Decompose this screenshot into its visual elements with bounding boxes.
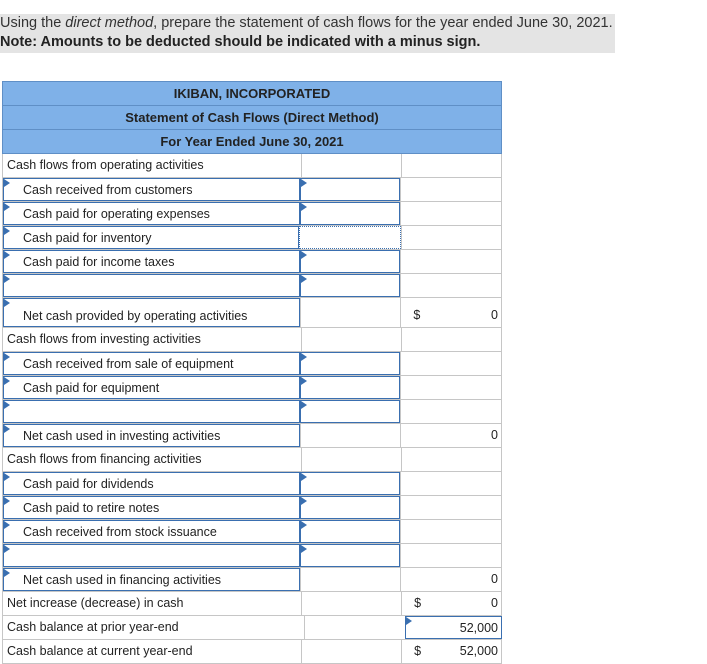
amount-input-focused[interactable] bbox=[299, 226, 400, 249]
input-flag-icon bbox=[301, 275, 307, 283]
section-heading: Cash flows from operating activities bbox=[7, 158, 204, 172]
line-item-dropdown[interactable] bbox=[3, 400, 300, 423]
input-flag-icon bbox=[301, 251, 307, 259]
company-name: IKIBAN, INCORPORATED bbox=[3, 82, 501, 106]
statement-header bbox=[2, 81, 502, 154]
prior-balance-input[interactable]: 52,000 bbox=[405, 616, 502, 639]
table-row bbox=[2, 496, 502, 520]
dropdown-flag-icon bbox=[4, 353, 10, 361]
line-item-dropdown[interactable]: Cash received from stock issuance bbox=[3, 520, 300, 543]
table-row bbox=[2, 226, 502, 250]
investing-net-total: 0 bbox=[400, 424, 502, 447]
financing-net-total: 0 bbox=[400, 568, 502, 591]
line-item-dropdown[interactable]: Cash paid for dividends bbox=[3, 472, 300, 495]
dropdown-flag-icon bbox=[4, 425, 10, 433]
table-row bbox=[2, 376, 502, 400]
statement-title: Statement of Cash Flows (Direct Method) bbox=[3, 106, 501, 130]
dropdown-flag-icon bbox=[4, 377, 10, 385]
table-row bbox=[2, 178, 502, 202]
amount-input[interactable] bbox=[300, 274, 400, 297]
amount-input[interactable] bbox=[300, 544, 400, 567]
dropdown-flag-icon bbox=[4, 473, 10, 481]
current-balance-total: $ 52,000 bbox=[401, 640, 502, 663]
table-row bbox=[2, 274, 502, 298]
input-flag-icon bbox=[301, 377, 307, 385]
table-row bbox=[2, 640, 502, 664]
line-item-dropdown[interactable]: Cash paid for income taxes bbox=[3, 250, 300, 273]
dropdown-flag-icon bbox=[4, 569, 10, 577]
instruction-note: Note: Amounts to be deducted should be indicated with a minus sign. bbox=[0, 34, 481, 50]
table-row bbox=[2, 424, 502, 448]
input-flag-icon bbox=[301, 497, 307, 505]
line-item-dropdown[interactable] bbox=[3, 544, 300, 567]
line-item-dropdown[interactable]: Cash paid for inventory bbox=[3, 226, 299, 249]
operating-net-total: $ 0 bbox=[400, 298, 502, 327]
amount-input[interactable] bbox=[300, 496, 400, 519]
table-row bbox=[2, 472, 502, 496]
table-row bbox=[2, 154, 502, 178]
net-change-total: $ 0 bbox=[401, 592, 502, 615]
table-row bbox=[2, 352, 502, 376]
current-balance-label: Cash balance at current year-end bbox=[7, 644, 193, 658]
input-flag-icon bbox=[406, 617, 412, 625]
input-flag-icon bbox=[301, 545, 307, 553]
line-item-dropdown[interactable]: Cash received from sale of equipment bbox=[3, 352, 300, 375]
line-item-dropdown[interactable]: Cash paid for operating expenses bbox=[3, 202, 300, 225]
amount-input[interactable] bbox=[300, 520, 400, 543]
input-flag-icon bbox=[301, 203, 307, 211]
input-flag-icon bbox=[301, 401, 307, 409]
table-row bbox=[2, 568, 502, 592]
net-change-label: Net increase (decrease) in cash bbox=[7, 596, 184, 610]
table-row bbox=[2, 202, 502, 226]
dropdown-flag-icon bbox=[4, 299, 10, 307]
section-heading: Cash flows from investing activities bbox=[7, 332, 201, 346]
statement-period: For Year Ended June 30, 2021 bbox=[3, 130, 501, 154]
line-item-dropdown[interactable]: Cash paid to retire notes bbox=[3, 496, 300, 519]
table-row bbox=[2, 400, 502, 424]
table-row bbox=[2, 448, 502, 472]
table-row bbox=[2, 520, 502, 544]
dropdown-flag-icon bbox=[4, 521, 10, 529]
amount-input[interactable] bbox=[300, 376, 400, 399]
instruction-line-1: Using the direct method, prepare the statement of cash flows for the year ended June 30, 2021. bbox=[0, 15, 613, 31]
dropdown-flag-icon bbox=[4, 401, 10, 409]
dropdown-flag-icon bbox=[4, 497, 10, 505]
input-flag-icon bbox=[301, 353, 307, 361]
line-item-dropdown[interactable]: Cash paid for equipment bbox=[3, 376, 300, 399]
dropdown-flag-icon bbox=[4, 227, 10, 235]
line-item-dropdown[interactable]: Cash received from customers bbox=[3, 178, 300, 201]
dropdown-flag-icon bbox=[4, 179, 10, 187]
amount-input[interactable] bbox=[300, 472, 400, 495]
dropdown-flag-icon bbox=[4, 251, 10, 259]
line-item-dropdown[interactable] bbox=[3, 274, 300, 297]
prior-balance-label: Cash balance at prior year-end bbox=[7, 620, 179, 634]
amount-input[interactable] bbox=[300, 400, 400, 423]
cash-flow-worksheet bbox=[2, 81, 502, 664]
section-heading: Cash flows from financing activities bbox=[7, 452, 202, 466]
amount-input[interactable] bbox=[300, 352, 400, 375]
input-flag-icon bbox=[301, 473, 307, 481]
table-row bbox=[2, 616, 502, 640]
amount-input[interactable] bbox=[300, 202, 400, 225]
dropdown-flag-icon bbox=[4, 545, 10, 553]
table-row bbox=[2, 592, 502, 616]
table-row bbox=[2, 328, 502, 352]
input-flag-icon bbox=[301, 521, 307, 529]
table-row bbox=[2, 250, 502, 274]
dropdown-flag-icon bbox=[4, 275, 10, 283]
table-row bbox=[2, 298, 502, 328]
input-flag-icon bbox=[301, 179, 307, 187]
amount-input[interactable] bbox=[300, 178, 400, 201]
subtotal-label: Net cash provided by operating activities bbox=[3, 298, 300, 327]
instructions bbox=[0, 14, 615, 53]
dropdown-flag-icon bbox=[4, 203, 10, 211]
amount-input[interactable] bbox=[300, 250, 400, 273]
table-row bbox=[2, 544, 502, 568]
subtotal-label: Net cash used in financing activities bbox=[3, 568, 300, 591]
subtotal-label: Net cash used in investing activities bbox=[3, 424, 300, 447]
